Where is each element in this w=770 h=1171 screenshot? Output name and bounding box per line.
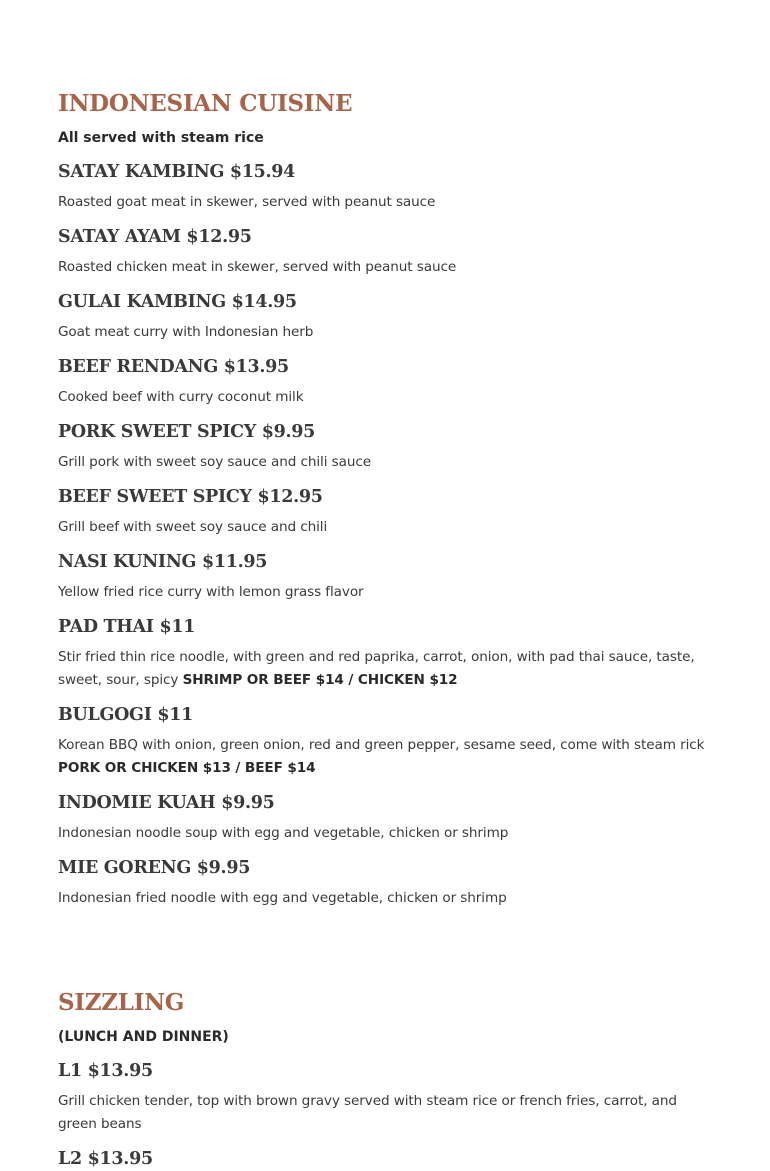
item-name: L2 $13.95 bbox=[58, 1149, 153, 1169]
item-name: BEEF RENDANG $13.95 bbox=[58, 357, 289, 377]
item-description: Indonesian noodle soup with egg and vegetable, chicken or shrimp bbox=[58, 825, 509, 841]
menu-item bbox=[58, 290, 713, 344]
item-description: Yellow fried rice curry with lemon grass flavor bbox=[58, 584, 364, 600]
item-description: Roasted goat meat in skewer, served with peanut sauce bbox=[58, 194, 436, 210]
menu-item bbox=[58, 856, 713, 910]
item-name: SATAY KAMBING $15.94 bbox=[58, 162, 296, 182]
item-description: Grill beef with sweet soy sauce and chili bbox=[58, 519, 328, 535]
item-description: Roasted chicken meat in skewer, served with peanut sauce bbox=[58, 259, 457, 275]
item-name: BULGOGI $11 bbox=[58, 705, 193, 725]
item-name: PORK SWEET SPICY $9.95 bbox=[58, 422, 316, 442]
item-description bbox=[58, 646, 713, 692]
menu-item bbox=[58, 160, 713, 214]
section-indonesian-cuisine bbox=[58, 90, 713, 148]
item-description: Grill chicken tender, top with brown gravy served with steam rice or french fries, carrot, and green beans bbox=[58, 1093, 677, 1132]
menu-item bbox=[58, 615, 713, 692]
menu-item bbox=[58, 1059, 713, 1136]
menu-item bbox=[58, 550, 713, 604]
menu-item bbox=[58, 355, 713, 409]
item-price-options: PORK OR CHICKEN $13 / BEEF $14 bbox=[58, 760, 316, 776]
item-name: NASI KUNING $11.95 bbox=[58, 552, 268, 572]
item-name: GULAI KAMBING $14.95 bbox=[58, 292, 297, 312]
item-name: INDOMIE KUAH $9.95 bbox=[58, 793, 275, 813]
section-sizzling bbox=[58, 989, 713, 1047]
section-title: SIZZLING bbox=[58, 989, 185, 1016]
section-title: INDONESIAN CUISINE bbox=[58, 90, 353, 117]
item-name: PAD THAI $11 bbox=[58, 617, 196, 637]
item-price-options: SHRIMP OR BEEF $14 / CHICKEN $12 bbox=[182, 672, 458, 688]
menu-item bbox=[58, 703, 713, 780]
menu-item bbox=[58, 485, 713, 539]
item-description: Indonesian fried noodle with egg and vegetable, chicken or shrimp bbox=[58, 890, 507, 906]
item-description-text: Stir fried thin rice noodle, with green and red paprika, carrot, onion, with pad thai sauce, taste, sweet, sour, spicy bbox=[58, 649, 695, 688]
item-description: Cooked beef with curry coconut milk bbox=[58, 389, 304, 405]
menu-item bbox=[58, 420, 713, 474]
item-name: SATAY AYAM $12.95 bbox=[58, 227, 252, 247]
item-name: MIE GORENG $9.95 bbox=[58, 858, 251, 878]
menu-item bbox=[58, 1147, 713, 1171]
section-subtitle: (LUNCH AND DINNER) bbox=[58, 1029, 229, 1045]
menu-item bbox=[58, 225, 713, 279]
section-subtitle: All served with steam rice bbox=[58, 130, 264, 146]
menu-item bbox=[58, 791, 713, 845]
item-description: Grill pork with sweet soy sauce and chili sauce bbox=[58, 454, 371, 470]
item-name: L1 $13.95 bbox=[58, 1061, 153, 1081]
item-name: BEEF SWEET SPICY $12.95 bbox=[58, 487, 323, 507]
item-description: Goat meat curry with Indonesian herb bbox=[58, 324, 314, 340]
item-description bbox=[58, 734, 713, 780]
item-description-text: Korean BBQ with onion, green onion, red and green pepper, sesame seed, come with steam rick bbox=[58, 737, 705, 753]
